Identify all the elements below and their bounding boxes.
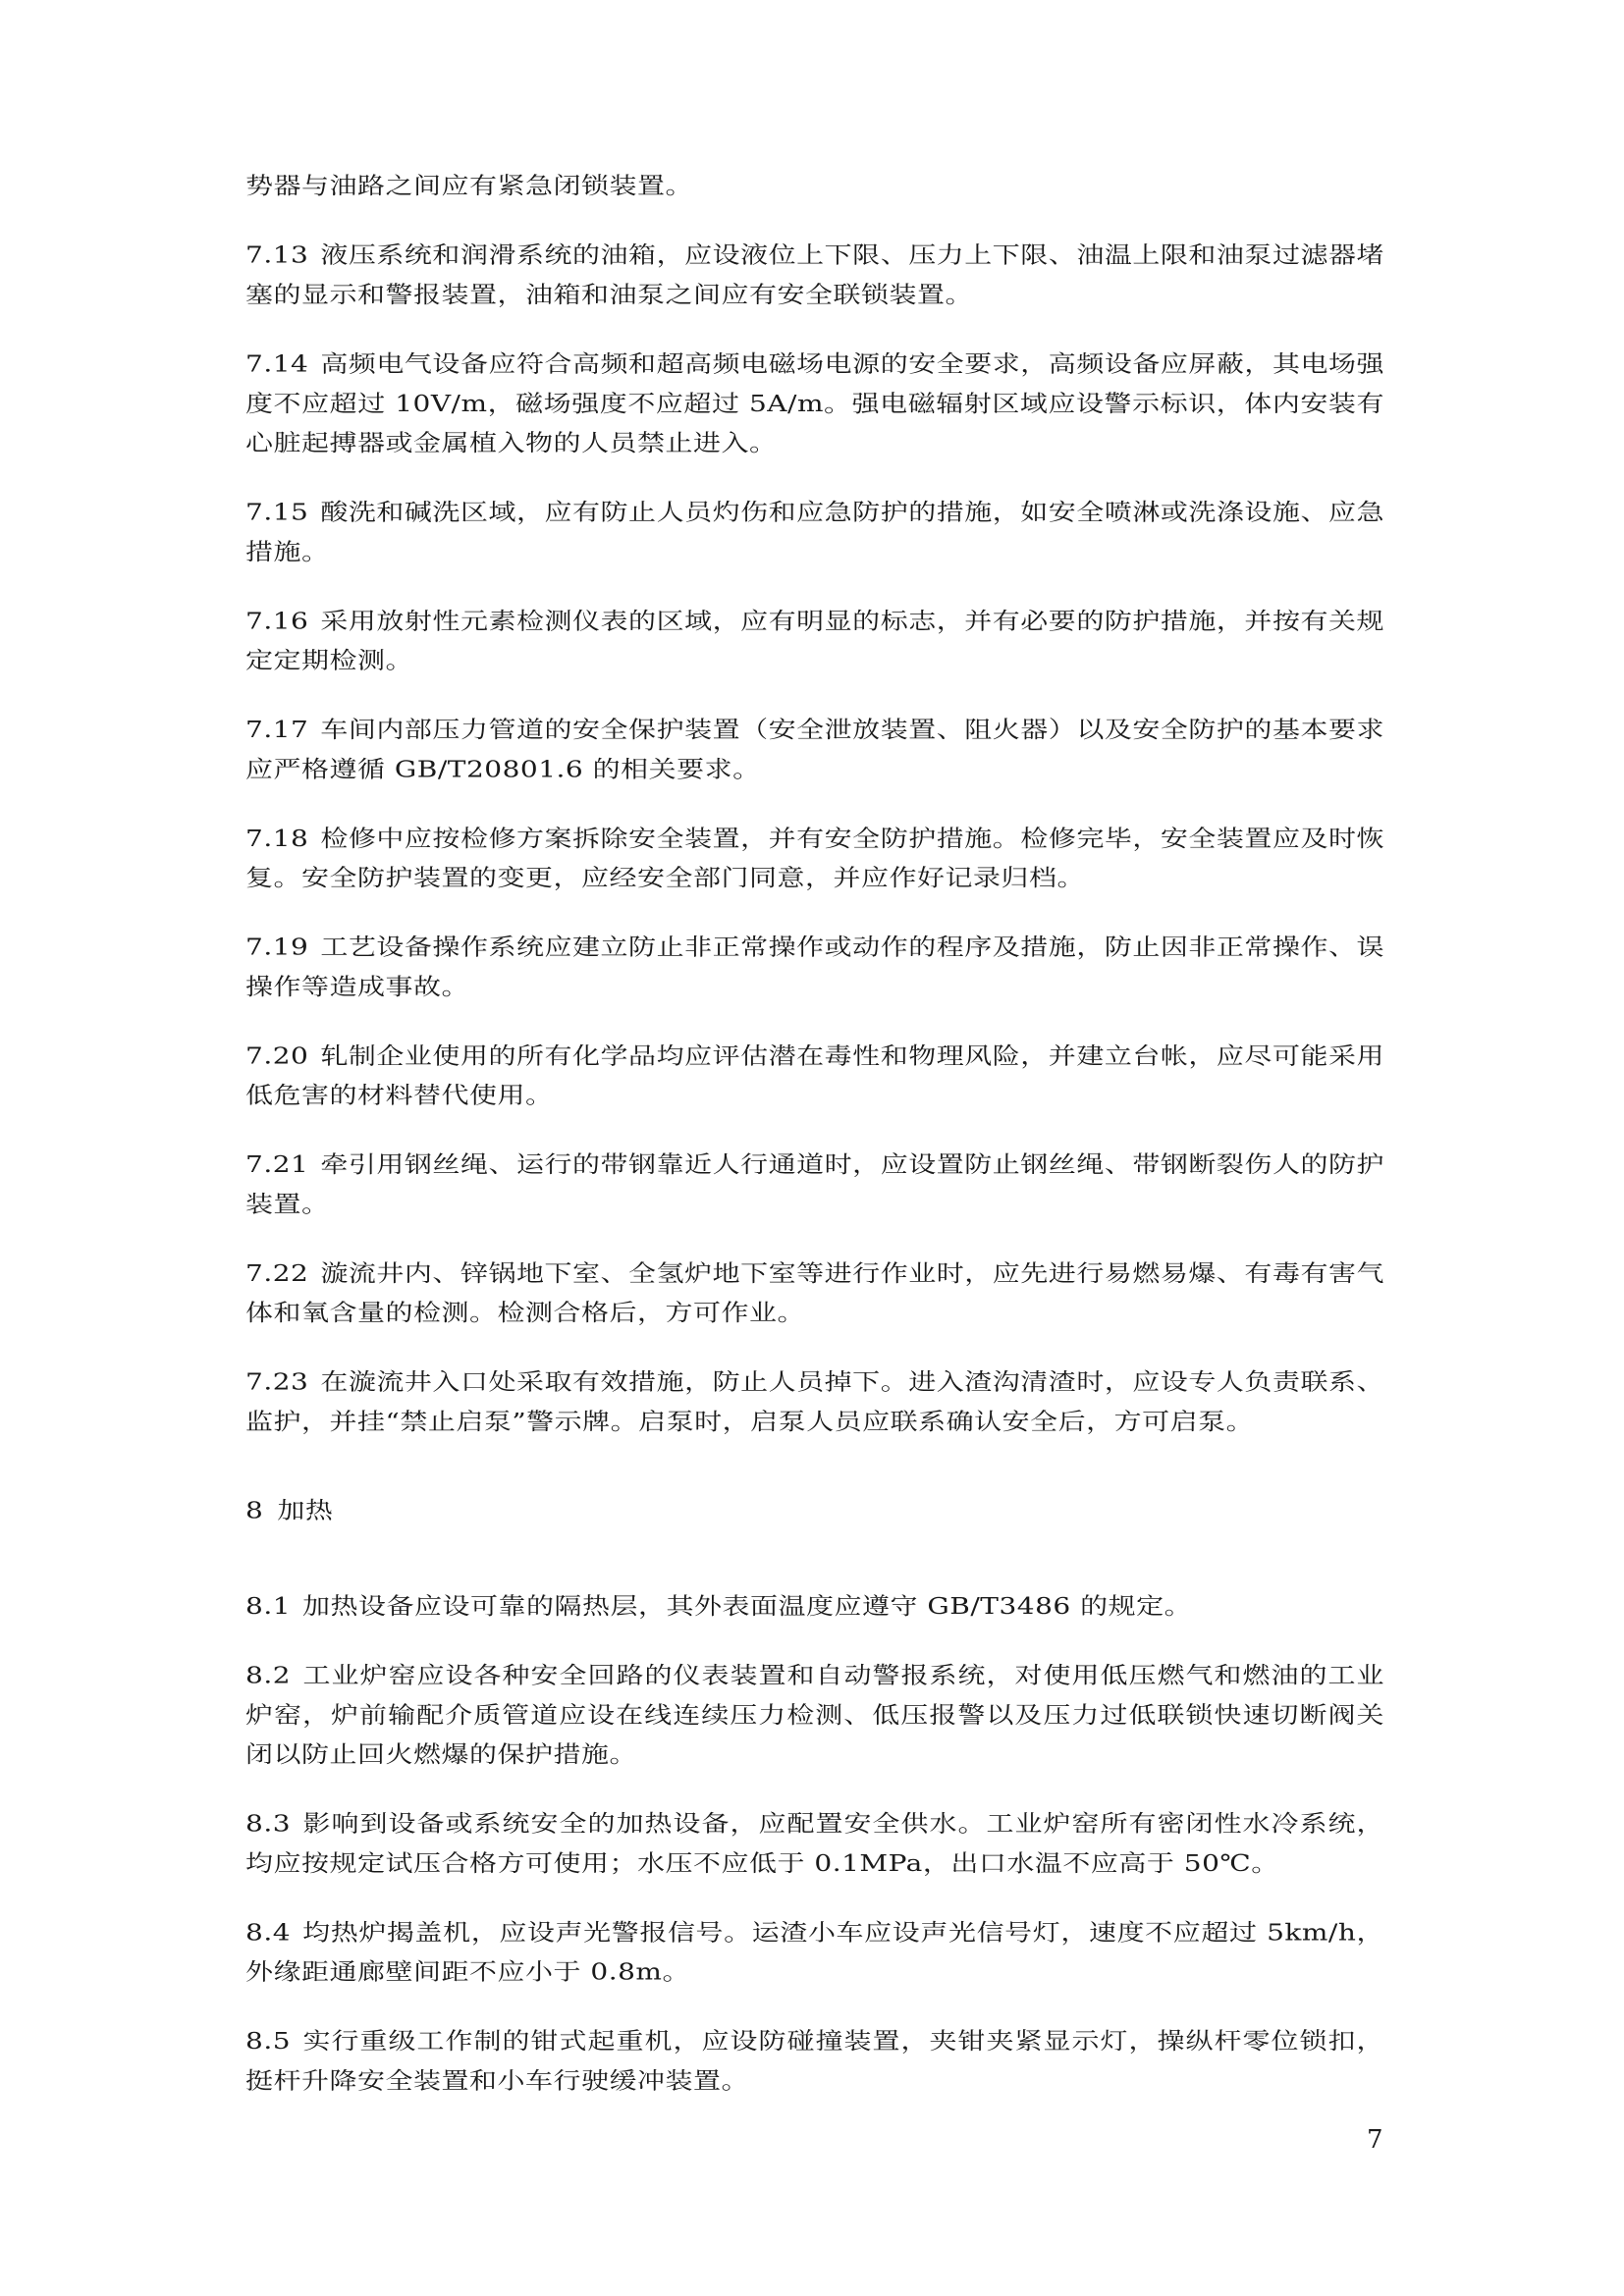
clause-text: 在漩流井入口处采取有效措施，防止人员掉下。进入渣沟清渣时，应设专人负责联系、监护，并挂“禁止启泵”警示牌。启泵时，启泵人员应联系确认安全后，方可启泵。 — [245, 1367, 1384, 1435]
clause-number: 7.13 — [245, 240, 309, 269]
clause-7-20 — [245, 1037, 1384, 1116]
clause-text: 酸洗和碱洗区域，应有防止人员灼伤和应急防护的措施，如安全喷淋或洗涤设施、应急措施。 — [245, 498, 1384, 565]
clause-7-14 — [245, 345, 1384, 463]
section-heading-8 — [245, 1491, 333, 1530]
clause-text: 轧制企业使用的所有化学品均应评估潜在毒性和物理风险，并建立台帐，应尽可能采用低危害的材料替代使用。 — [245, 1041, 1384, 1109]
continuation-paragraph — [245, 167, 1384, 206]
clause-text: 工业炉窑应设各种安全回路的仪表装置和自动警报系统，对使用低压燃气和燃油的工业炉窑，炉前输配介质管道应设在线连续压力检测、低压报警以及压力过低联锁快速切断阀关闭以防止回火燃爆的保护措施。 — [245, 1661, 1384, 1768]
clause-7-18 — [245, 819, 1384, 898]
clause-8-4 — [245, 1913, 1384, 1993]
clause-7-23 — [245, 1362, 1384, 1442]
paragraph-text: 势器与油路之间应有紧急闭锁装置。 — [245, 172, 694, 200]
clause-8-3 — [245, 1804, 1384, 1884]
clause-number: 7.22 — [245, 1259, 309, 1287]
clause-text: 加热设备应设可靠的隔热层，其外表面温度应遵守 GB/T3486 的规定。 — [302, 1592, 1193, 1620]
section-number: 8 — [245, 1496, 264, 1524]
clause-number: 8.4 — [245, 1918, 292, 1947]
clause-text: 影响到设备或系统安全的加热设备，应配置安全供水。工业炉窑所有密闭性水冷系统，均应按规定试压合格方可使用；水压不应低于 0.1MPa，出口水温不应高于 50℃。 — [245, 1809, 1384, 1877]
clause-number: 7.21 — [245, 1150, 309, 1179]
clause-8-5 — [245, 2021, 1384, 2101]
clause-number: 7.18 — [245, 825, 309, 852]
clause-number: 8.2 — [245, 1661, 292, 1689]
clause-7-19 — [245, 928, 1384, 1007]
clause-number: 8.3 — [245, 1809, 292, 1838]
clause-text: 均热炉揭盖机，应设声光警报信号。运渣小车应设声光信号灯，速度不应超过 5km/h，外缘距通廊壁间距不应小于 0.8m。 — [245, 1918, 1384, 1986]
clause-number: 7.20 — [245, 1041, 309, 1070]
clause-text: 车间内部压力管道的安全保护装置（安全泄放装置、阻火器）以及安全防护的基本要求应严格遵循 GB/T20801.6 的相关要求。 — [245, 716, 1384, 783]
clause-number: 8.5 — [245, 2027, 292, 2055]
clause-7-17 — [245, 710, 1384, 789]
clause-7-22 — [245, 1254, 1384, 1333]
clause-number: 7.19 — [245, 933, 309, 961]
clause-text: 牵引用钢丝绳、运行的带钢靠近人行通道时，应设置防止钢丝绳、带钢断裂伤人的防护装置。 — [245, 1150, 1384, 1218]
clause-number: 8.1 — [245, 1592, 292, 1620]
clause-7-21 — [245, 1145, 1384, 1224]
clause-8-2 — [245, 1656, 1384, 1775]
clause-7-16 — [245, 602, 1384, 681]
clause-text: 漩流井内、锌锅地下室、全氢炉地下室等进行作业时，应先进行易燃易爆、有毒有害气体和氧含量的检测。检测合格后，方可作业。 — [245, 1259, 1384, 1327]
clause-text: 工艺设备操作系统应建立防止非正常操作或动作的程序及措施，防止因非正常操作、误操作等造成事故。 — [245, 933, 1384, 1000]
clause-number: 7.23 — [245, 1367, 309, 1396]
clause-text: 检修中应按检修方案拆除安全装置，并有安全防护措施。检修完毕，安全装置应及时恢复。安全防护装置的变更，应经安全部门同意，并应作好记录归档。 — [245, 825, 1384, 892]
clause-number: 7.14 — [245, 349, 309, 378]
clause-text: 液压系统和润滑系统的油箱，应设液位上下限、压力上下限、油温上限和油泵过滤器堵塞的显示和警报装置，油箱和油泵之间应有安全联锁装置。 — [245, 240, 1384, 308]
page-number: 7 — [1367, 2125, 1383, 2155]
clause-number: 7.15 — [245, 498, 309, 526]
clause-7-15 — [245, 493, 1384, 572]
clause-number: 7.16 — [245, 607, 309, 635]
clause-text: 高频电气设备应符合高频和超高频电磁场电源的安全要求，高频设备应屏蔽，其电场强度不应超过 10V/m，磁场强度不应超过 5A/m。强电磁辐射区域应设警示标识，体内安装有心脏起搏器或金属植入物的人员禁止进入。 — [245, 349, 1384, 456]
section-title: 加热 — [277, 1496, 334, 1524]
clause-text: 实行重级工作制的钳式起重机，应设防碰撞装置，夹钳夹紧显示灯，操纵杆零位锁扣，挺杆升降安全装置和小车行驶缓冲装置。 — [245, 2027, 1384, 2095]
clause-8-1 — [245, 1586, 1384, 1626]
clause-number: 7.17 — [245, 716, 309, 743]
clause-text: 采用放射性元素检测仪表的区域，应有明显的标志，并有必要的防护措施，并按有关规定定期检测。 — [245, 607, 1384, 674]
clause-7-13 — [245, 236, 1384, 315]
